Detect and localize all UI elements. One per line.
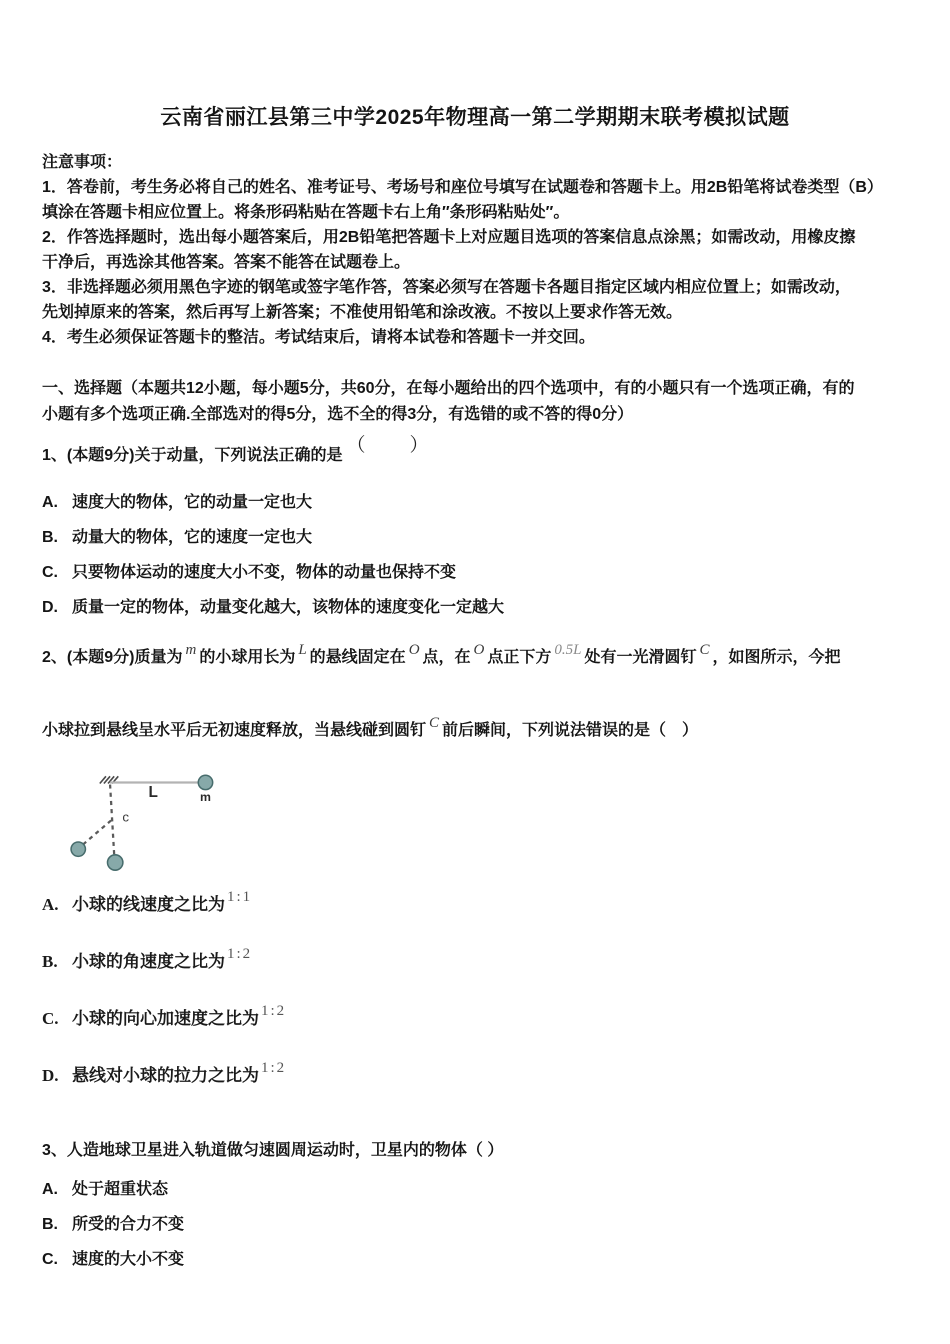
- option-a-label: A.: [42, 494, 58, 511]
- figure-label-m: m: [200, 789, 211, 804]
- question-2-options: [42, 890, 908, 1118]
- notice-line: 2．作答选择题时，选出每小题答案后，用2B铅笔把答题卡上对应题目选项的答案信息点涂黑；如需改动，用橡皮擦: [42, 229, 856, 246]
- question-2-stem-line-2: 小球拉到悬线呈水平后无初速度释放，当悬线碰到圆钉 C 前后瞬间，下列说法错误的是（ ）: [42, 715, 699, 739]
- question-1: [42, 435, 908, 629]
- option-c: [42, 559, 908, 594]
- notice-line: 干净后，再选涂其他答案。答案不能答在试题卷上。: [42, 254, 411, 271]
- option-b-label: B.: [42, 529, 58, 546]
- notice-label: 注意事项：: [42, 154, 123, 171]
- notice-line: 填涂在答题卡相应位置上。将条形码粘贴在答题卡右上角″条形码粘贴处″。: [42, 204, 570, 221]
- option-a-ratio: 1:1: [227, 889, 253, 905]
- option-c: [42, 1246, 908, 1281]
- option-c-text: 速度的大小不变: [72, 1251, 185, 1268]
- option-b-label: B.: [42, 1216, 58, 1233]
- pendulum-ball-bottom: [107, 855, 122, 870]
- option-b-text: 所受的合力不变: [72, 1216, 185, 1233]
- figure-label-C: c: [122, 809, 130, 825]
- option-d: [42, 594, 908, 629]
- option-d-text: 悬线对小球的拉力之比为: [72, 1066, 259, 1085]
- question-2: [42, 633, 908, 1118]
- option-b: [42, 1211, 908, 1246]
- option-c-text: 小球的向心加速度之比为: [72, 1009, 259, 1028]
- option-a-text: 速度大的物体，它的动量一定也大: [72, 494, 313, 511]
- option-b-label: B.: [42, 952, 58, 971]
- option-c: [42, 1004, 908, 1061]
- question-2-stem-line-1: 2、(本题9分)质量为 m 的小球用长为 L 的悬线固定在 O 点，在 O 点正下方 0.5L 处有一光滑圆钉 C ，如图所示，今把: [42, 642, 841, 666]
- notice-line: 1．答卷前，考生务必将自己的姓名、准考证号、考场号和座位号填写在试题卷和答题卡上。用2B铅笔将试卷类型（B）: [42, 179, 883, 196]
- notice-line: 4．考生必须保证答题卡的整洁。考试结束后，请将本试卷和答题卡一并交回。: [42, 329, 595, 346]
- option-d-ratio: 1:2: [261, 1060, 287, 1076]
- option-b-text: 动量大的物体，它的速度一定也大: [72, 529, 313, 546]
- option-c-ratio: 1:2: [261, 1003, 287, 1019]
- question-1-options: [42, 489, 908, 629]
- notice-line: 3．非选择题必须用黑色字迹的钢笔或签字笔作答，答案必须写在答题卡各题目指定区域内相应位置上；如需改动，: [42, 279, 851, 296]
- option-c-label: C.: [42, 564, 58, 581]
- option-b-ratio: 1:2: [227, 946, 253, 962]
- option-a-text: 小球的线速度之比为: [72, 895, 225, 914]
- option-a-text: 处于超重状态: [72, 1181, 169, 1198]
- page-title: 云南省丽江县第三中学2025年物理高一第二学期期末联考模拟试题: [160, 106, 790, 129]
- option-d-label: D.: [42, 1066, 59, 1085]
- option-b: [42, 947, 908, 1004]
- option-a: [42, 489, 908, 524]
- option-c-label: C.: [42, 1251, 58, 1268]
- question-2-figure: [42, 764, 252, 882]
- option-c-text: 只要物体运动的速度大小不变，物体的动量也保持不变: [72, 564, 457, 581]
- vertical-dashed-string: [110, 785, 114, 855]
- section-1-header: [42, 376, 908, 427]
- section-header-line: 一、选择题（本题共12小题，每小题5分，共60分，在每小题给出的四个选项中，有的小题只有一个选项正确，有的: [42, 380, 855, 397]
- option-d-text: 质量一定的物体，动量变化越大，该物体的速度变化一定越大: [72, 599, 505, 616]
- option-b-text: 小球的角速度之比为: [72, 952, 225, 971]
- option-d-label: D.: [42, 599, 58, 616]
- pendulum-ball-left: [71, 842, 85, 856]
- swing-dashed-string: [82, 820, 111, 845]
- question-1-stem: 1、(本题9分)关于动量，下列说法正确的是 （ ）: [42, 435, 431, 464]
- notice-section: [42, 150, 908, 350]
- figure-label-L: L: [148, 783, 158, 801]
- option-a: [42, 1176, 908, 1211]
- option-c-label: C.: [42, 1009, 59, 1028]
- section-header-line: 小题有多个选项正确.全部选对的得5分，选不全的得3分，有选错的或不答的得0分）: [42, 405, 634, 423]
- pendulum-ball-right: [198, 775, 212, 789]
- option-d: [42, 1061, 908, 1118]
- option-b: [42, 524, 908, 559]
- option-a-label: A.: [42, 1181, 58, 1198]
- question-3-stem: 3、人造地球卫星进入轨道做匀速圆周运动时，卫星内的物体（ ）: [42, 1142, 504, 1159]
- question-3: [42, 1138, 908, 1281]
- notice-line: 先划掉原来的答案，然后再写上新答案；不准使用铅笔和涂改液。不按以上要求作答无效。: [42, 304, 683, 321]
- question-3-options: [42, 1176, 908, 1281]
- pendulum-peg-diagram: [42, 764, 252, 882]
- option-a: [42, 890, 908, 947]
- option-a-label: A.: [42, 895, 59, 914]
